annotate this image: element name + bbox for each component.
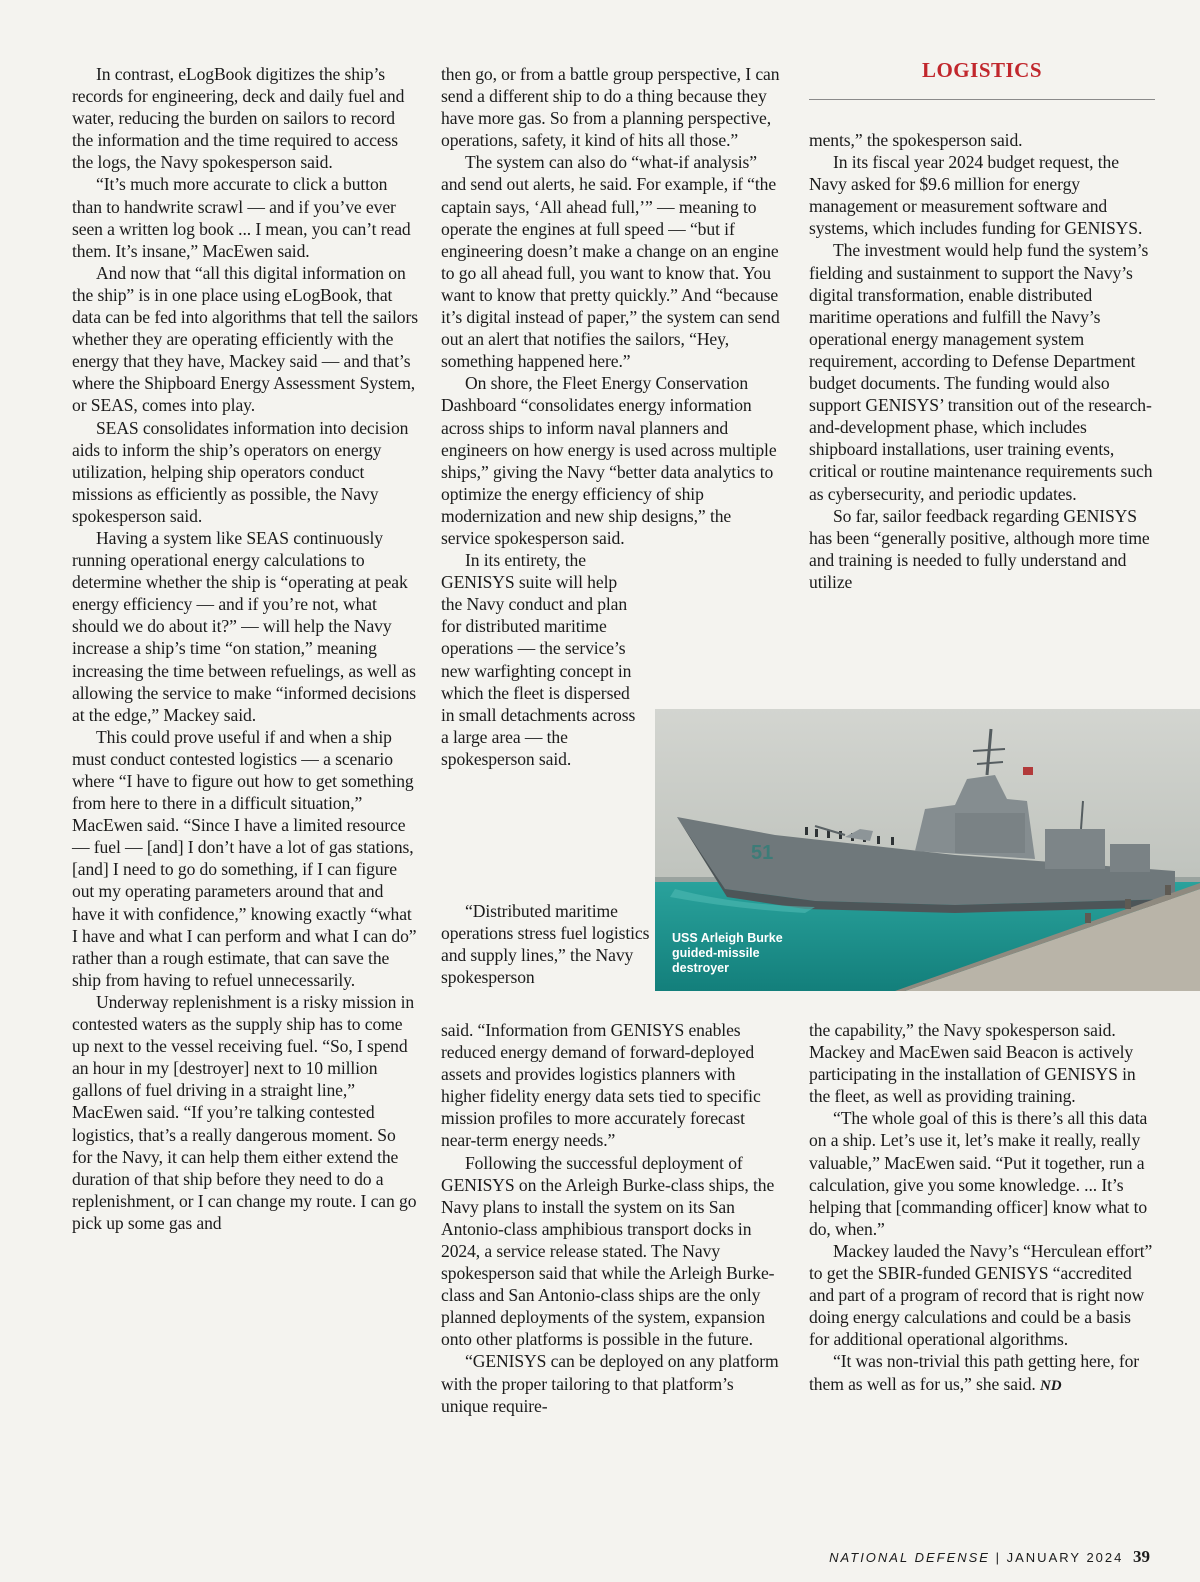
- page-footer: [829, 1547, 1150, 1567]
- paragraph: On shore, the Fleet Energy Conservation Dashboard “consolidates energy information across ships to inform naval planners and engineers on how energy is used across multiple ships,” giving the Navy “better data analytics to optimize the energy efficiency of ship modernization and new ship designs,” the service spokesperson said.: [441, 373, 777, 548]
- article-column-2-top: [441, 63, 781, 770]
- paragraph: “It’s much more accurate to click a button than to handwrite scrawl — and if you’ve ever seen a written log book ... I mean, you can’t read them. It’s insane,” MacEwen said.: [72, 174, 411, 261]
- paragraph: then go, or from a battle group perspective, I can send a different ship to do a thing because they have more gas. So from a planning perspective, operations, safety, it kind of hits all those.”: [441, 64, 780, 151]
- paragraph: “GENISYS can be deployed on any platform with the proper tailoring to that platform’s unique require-: [441, 1351, 779, 1416]
- article-column-2-bottom: [441, 1019, 781, 1417]
- closing-quote-text: “It was non-trivial this path getting here, for them as well as for us,” she said.: [809, 1351, 1140, 1394]
- paragraph: The investment would help fund the system’s fielding and sustainment to support the Navy’s digital transformation, enable distributed maritime operations and fulfill the Navy’s operational energy management system requirement, according to Defense Department budget documents. The funding would also support GENISYS’ transition out of the research-and-development phase, which includes shipboard installations, user training events, critical or routine maintenance requirements such as cybersecurity, and periodic updates.: [809, 240, 1153, 504]
- issue-date: JANUARY 2024: [1006, 1550, 1124, 1565]
- paragraph: the capability,” the Navy spokesperson said. Mackey and MacEwen said Beacon is actively participating in the installation of GENISYS in the fleet, as well as providing training.: [809, 1020, 1136, 1107]
- title-rule: [809, 99, 1155, 100]
- photo-caption: USS Arleigh Burke guided-missile destroyer: [672, 931, 783, 975]
- paragraph: Following the successful deployment of GENISYS on the Arleigh Burke-class ships, the Navy plans to install the system on its San Antonio-class amphibious transport docks in 2024, a service release stated. The Navy spokesperson said that while the Arleigh Burke-class and San Antonio-class ships are the only planned deployments of the system, expansion onto other platforms is possible in the future.: [441, 1152, 775, 1350]
- article-column-3-bottom: [809, 1019, 1155, 1397]
- paragraph: SEAS consolidates information into decision aids to inform the ship’s operators on energy utilization, helping ship operators conduct missions as efficiently as possible, the Navy spokesperson said.: [72, 417, 409, 526]
- paragraph: Underway replenishment is a risky mission in contested waters as the supply ship has to come up next to the vessel receiving fuel. “So, I spend an hour in my [destroyer] next to 10 million gallons of fuel driving in a straight line,” MacEwen said. “If you’re talking contested logistics, that’s a really dangerous moment. So for the Navy, it can help them either extend the duration of that ship before they need to do a replenishment, or I can change my route. I can go pick up some gas and: [72, 991, 417, 1233]
- paragraph: And now that “all this digital information on the ship” is in one place using eLogBook, that data can be fed into algorithms that tell the sailors whether they are operating efficiently with the energy that they have, Mackey said — and that’s where the Shipboard Energy Assessment System, or SEAS, comes into play.: [72, 262, 418, 416]
- publication-name: NATIONAL DEFENSE: [829, 1550, 990, 1565]
- paragraph: The system can also do “what-if analysis” and send out alerts, he said. For example, if “the captain says, ‘All ahead full,’” — meaning to operate the engines at full speed — “but if engineering doesn’t make a change on an engine to go all ahead full, you want to know that. You want to know that pretty quickly.” And “because it’s digital instead of paper,” the system can send out an alert that notifies the sailors, “Hey, something happened here.”: [441, 152, 780, 372]
- footer-separator: |: [995, 1550, 1001, 1565]
- article-column-2-narrow: [441, 900, 651, 988]
- paragraph: In its entirety, the GENISYS suite will help the Navy conduct and plan for distributed maritime operations — the service’s new warfighting concept in which the fleet is dispersed in small detachments across a large area — the spokesperson said.: [441, 550, 636, 769]
- paragraph: “The whole goal of this is there’s all this data on a ship. Let’s use it, let’s make it really, really valuable,” MacEwen said. “Put it together, run a calculation, give you some knowledge. ... It’s helping that [commanding officer] know what to do, when.”: [809, 1108, 1148, 1239]
- paragraph: Having a system like SEAS continuously running operational energy calculations to determine whether the ship is “operating at peak energy efficiency — and if you’re not, what should we do about it?” — will help the Navy increase a ship’s time “on station,” meaning increasing the time between refuelings, as well as allowing the service to make “informed decisions at the edge,” Mackey said.: [72, 527, 417, 725]
- paragraph: [809, 1350, 1155, 1396]
- end-mark: ND: [1040, 1377, 1062, 1394]
- paragraph: Mackey lauded the Navy’s “Herculean effort” to get the SBIR-funded GENISYS “accredited and part of a program of record that is right now doing energy calculations and could be a basis for additional operational algorithms.: [809, 1240, 1153, 1350]
- page-number: 39: [1133, 1547, 1150, 1566]
- paragraph: said. “Information from GENISYS enables reduced energy demand of forward-deployed assets and provides logistics planners with higher fidelity energy data sets tied to specific mission profiles to more accurately forecast near-term energy needs.”: [441, 1020, 761, 1151]
- paragraph: So far, sailor feedback regarding GENISYS has been “generally positive, although more time and training is needed to fully understand and utilize: [809, 505, 1150, 592]
- hull-number: 51: [751, 842, 774, 864]
- paragraph: In contrast, eLogBook digitizes the ship’s records for engineering, deck and daily fuel and water, reducing the burden on sailors to record the information and the time required to access the logs, the Navy spokesperson said.: [72, 64, 405, 173]
- section-title: LOGISTICS: [921, 58, 1043, 82]
- article-column-3-top: [809, 129, 1155, 593]
- paragraph: In its fiscal year 2024 budget request, the Navy asked for $9.6 million for energy management or measurement software and systems, which includes funding for GENISYS.: [809, 152, 1143, 239]
- article-column-1: [72, 63, 418, 1234]
- paragraph: ments,” the spokesperson said.: [809, 130, 1023, 150]
- paragraph: “Distributed maritime operations stress fuel logistics and supply lines,” the Navy spokesperson: [441, 901, 650, 988]
- paragraph: This could prove useful if and when a ship must conduct contested logistics — a scenario where “I have to figure out how to get something from here to there in a difficult situation,” MacEwen said. “Since I have a limited resource — fuel — [and] I don’t have a lot of gas stations, [and] I need to go do something, if I can figure out my operating parameters around that and have it with confidence,” knowing exactly “what I have and what I can perform and what I can do” rather than a rough estimate, that can save the ship from having to refuel unnecessarily.: [72, 726, 417, 990]
